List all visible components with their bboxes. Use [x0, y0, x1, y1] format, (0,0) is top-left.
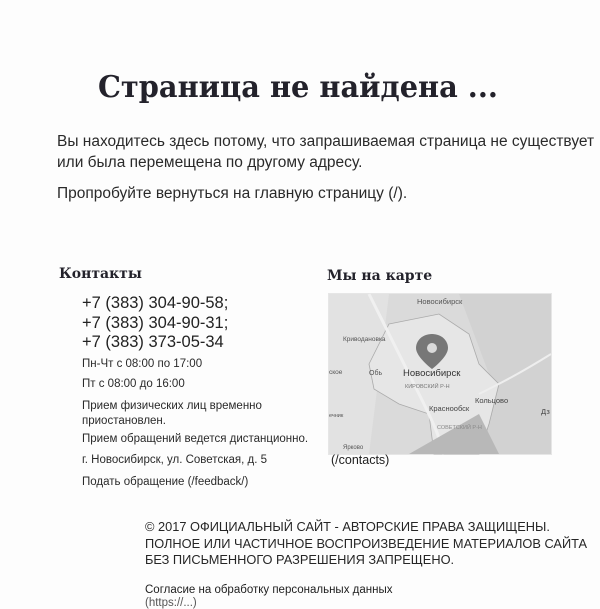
- feedback-text: Подать обращение: [82, 476, 188, 488]
- map-label-rechnik: ечник: [329, 413, 344, 419]
- page-title: Страница не найдена ...: [98, 70, 498, 105]
- contacts-link[interactable]: (/contacts): [331, 453, 390, 467]
- map-image: [329, 294, 551, 454]
- retry-message: [57, 183, 597, 204]
- map-label-dz: Дз: [541, 407, 550, 416]
- reception-line-1: Прием физических лиц временно: [82, 400, 262, 412]
- feedback-link[interactable]: (/feedback/): [187, 476, 249, 488]
- copyright-notice: [145, 519, 587, 569]
- map-label-top-city: Новосибирск: [417, 297, 463, 306]
- intro-line-2: или была перемещена по другому адресу.: [57, 154, 363, 171]
- map-label-krivodanovka: Криводановка: [343, 336, 386, 343]
- hours-mon-thu: Пн-Чт с 08:00 по 17:00: [82, 358, 203, 370]
- map-label-sovetsky: СОВЕТСКИЙ Р-Н: [437, 425, 482, 431]
- phone-number[interactable]: +7 (383) 304-90-31;: [82, 313, 229, 332]
- map-label-koltsovo: Кольцово: [475, 396, 509, 405]
- reception-notice: [82, 399, 262, 429]
- map-label-kirovsky: КИРОВСКИЙ Р-Н: [405, 384, 450, 390]
- copyright-line-2: ПОЛНОЕ ИЛИ ЧАСТИЧНОЕ ВОСПРОИЗВЕДЕНИЕ МАТЕРИАЛОВ САЙТА: [145, 535, 588, 551]
- retry-text: Пропробуйте вернуться на главную страницу: [57, 185, 389, 202]
- home-link[interactable]: (/): [388, 185, 403, 202]
- retry-suffix: .: [402, 185, 408, 202]
- map-heading: Мы на карте: [327, 268, 433, 284]
- map-label-ob: Обь: [369, 370, 383, 377]
- hours-fri: Пт с 08:00 до 16:00: [82, 378, 185, 390]
- phone-number[interactable]: +7 (383) 373-05-34: [82, 333, 224, 351]
- map-widget[interactable]: [328, 293, 552, 455]
- map-label-skoe: ское: [329, 369, 343, 376]
- personal-data-consent-link[interactable]: Согласие на обработку персональных данных: [145, 584, 393, 596]
- intro-text: [57, 131, 597, 204]
- consent-url[interactable]: (https://...): [145, 597, 197, 609]
- contacts-heading: Контакты: [59, 266, 142, 282]
- map-label-krasnoobsk: Краснообск: [429, 404, 470, 413]
- map-label-main-city: Новосибирск: [403, 368, 461, 379]
- phone-number[interactable]: +7 (383) 304-90-58;: [82, 294, 229, 312]
- phone-list: [82, 294, 228, 353]
- remote-notice: Прием обращений ведется дистанционно.: [82, 433, 309, 445]
- intro-message: [57, 131, 597, 173]
- feedback-line: [82, 475, 248, 490]
- reception-line-2: приостановлен.: [82, 415, 166, 427]
- copyright-line-3: БЕЗ ПИСЬМЕННОГО РАЗРЕШЕНИЯ ЗАПРЕЩЕНО.: [145, 552, 455, 567]
- map-label-yarkovo: Ярково: [343, 445, 364, 451]
- copyright-line-1: © 2017 ОФИЦИАЛЬНЫЙ САЙТ - АВТОРСКИЕ ПРАВА ЗАЩИЩЕНЫ.: [145, 519, 550, 534]
- intro-line-1: Вы находитесь здесь потому, что запрашиваемая страница не существует: [57, 133, 595, 150]
- address: г. Новосибирск, ул. Советская, д. 5: [82, 454, 267, 466]
